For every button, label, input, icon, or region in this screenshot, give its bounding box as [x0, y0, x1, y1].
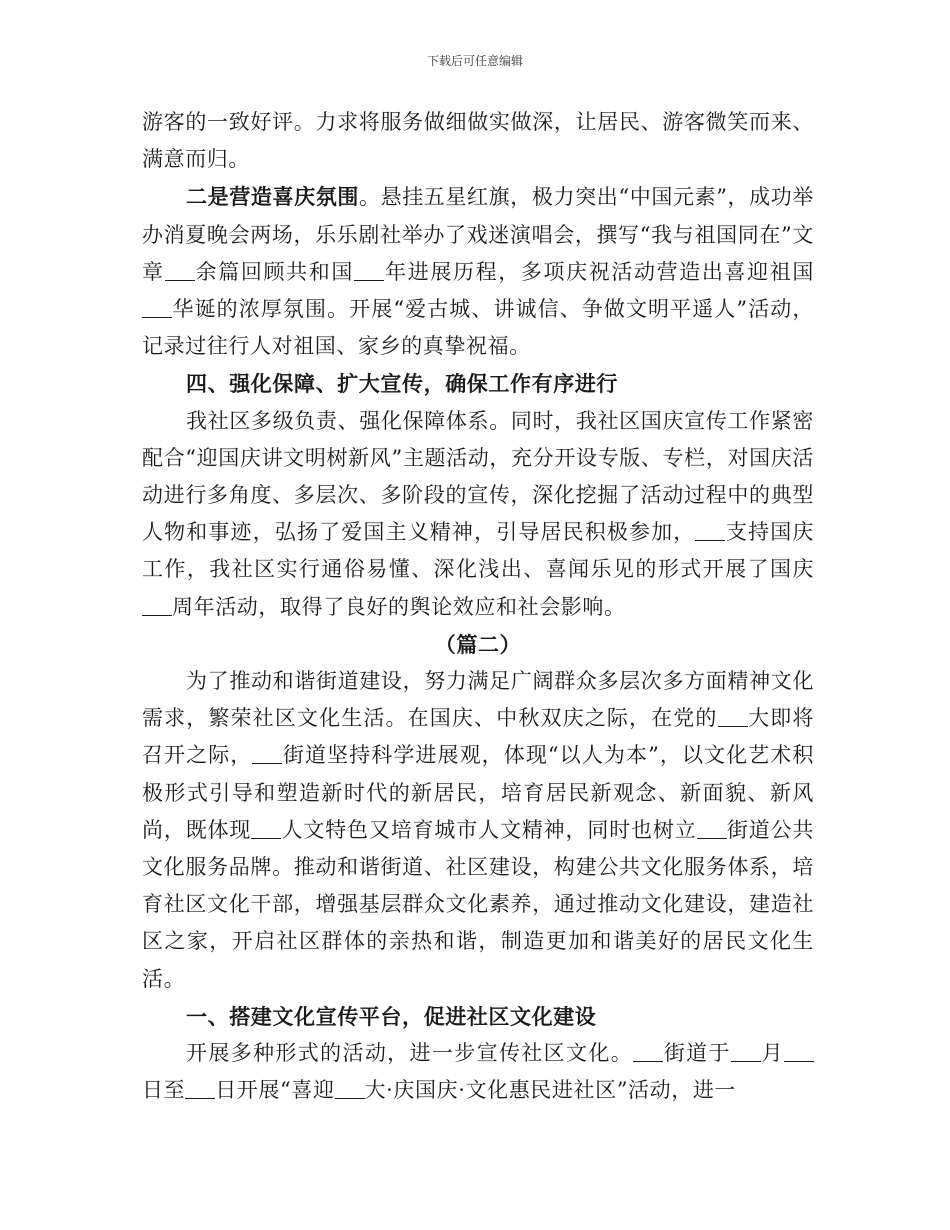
- paragraph-publicity: [142, 403, 814, 626]
- paragraph-text: 年进展历程，多项庆祝活动营造出喜迎祖国: [384, 259, 815, 284]
- blank-field: [718, 706, 748, 727]
- chapter-title: （篇二）: [434, 631, 522, 657]
- document-body: [142, 104, 814, 1109]
- paragraph-text: 街道坚持科学进展观，体现“以人为本”，以文化艺术积极形式引导和塑造新时代的新居民，培育居民新观念、新面貌、新风尚，既体现: [142, 743, 814, 842]
- blank-field: [252, 743, 282, 764]
- paragraph-lead: 二是营造喜庆氛围: [186, 184, 359, 210]
- blank-field: [354, 260, 384, 281]
- paragraph-text: 人文特色又培育城市人文精神，同时也树立: [281, 817, 697, 842]
- blank-field: [697, 818, 727, 839]
- blank-field: [731, 1041, 761, 1062]
- blank-field: [165, 260, 195, 281]
- paragraph-text: 月: [760, 1041, 784, 1066]
- paragraph-text: 街道于: [663, 1041, 731, 1066]
- paragraph-text: 日开展“喜迎: [215, 1078, 335, 1103]
- paragraph-text: 开展多种形式的活动，进一步宣传社区文化。: [186, 1041, 634, 1066]
- paragraph-atmosphere: [142, 178, 814, 365]
- paragraph-text: 街道公共文化服务品牌。推动和谐街道、社区建设，构建公共文化服务体系，培育社区文化干部，增强基层群众文化素养，通过推动文化建设，建造社区之家，开启社区群体的亲热和谐，制造更加和谐美好的居民文化生活。: [142, 817, 815, 991]
- blank-field: [633, 1041, 663, 1062]
- paragraph-text: 日至: [142, 1078, 186, 1103]
- paragraph-text: 大即将召开之际，: [142, 706, 814, 768]
- blank-field: [335, 1078, 365, 1099]
- blank-field: [185, 1078, 215, 1099]
- paragraph-text: 华诞的浓厚氛围。开展“爱古城、讲诚信、争做文明平遥人”活动，记录过往行人对祖国、家乡的真挚祝福。: [142, 297, 814, 359]
- paragraph-text: 我社区多级负责、强化保障体系。同时，我社区国庆宣传工作紧密配合“迎国庆讲文明树新风”主题活动，充分开设专版、专栏，对国庆活动进行多角度、多层次、多阶段的宣传，深化挖掘了活动过程中的典型人物和事迹，弘扬了爱国主义精神，引导居民积极参加，: [142, 408, 814, 545]
- paragraph-continuation: 游客的一致好评。力求将服务做细做实做深，让居民、游客微笑而来、满意而归。: [142, 110, 814, 172]
- blank-field: [695, 520, 725, 541]
- paragraph-text: 。悬挂五星红旗，极力突出“中国元素”，成功举办消夏晚会两场，乐乐剧社举办了戏迷演唱会，撰写“我与祖国同在”文章: [142, 185, 814, 284]
- paragraph-text: 余篇回顾共和国: [194, 259, 355, 284]
- paragraph-text: 大·庆国庆·文化惠民进社区”活动，进一: [364, 1078, 737, 1103]
- paragraph-text: 为了推动和谐街道建设，努力满足广阔群众多层次多方面精神文化需求，繁荣社区文化生活。在国庆、中秋双庆之际，在党的: [142, 669, 814, 731]
- blank-field: [142, 595, 172, 616]
- blank-field: [251, 818, 281, 839]
- section-heading-one: 一、搭建文化宣传平台，促进社区文化建设: [186, 1003, 597, 1029]
- paragraph-text: 支持国庆工作，我社区实行通俗易懂、深化浅出、喜闻乐见的形式开展了国庆: [142, 520, 815, 582]
- blank-field: [142, 297, 172, 318]
- blank-field: [784, 1041, 814, 1062]
- paragraph-intro: [142, 663, 814, 998]
- section-heading-four: 四、强化保障、扩大宣传，确保工作有序进行: [186, 371, 618, 397]
- paragraph-activities: [142, 1035, 814, 1109]
- page-header: 下载后可任意编辑: [426, 54, 523, 68]
- paragraph-text: 周年活动，取得了良好的舆论效应和社会影响。: [172, 594, 626, 619]
